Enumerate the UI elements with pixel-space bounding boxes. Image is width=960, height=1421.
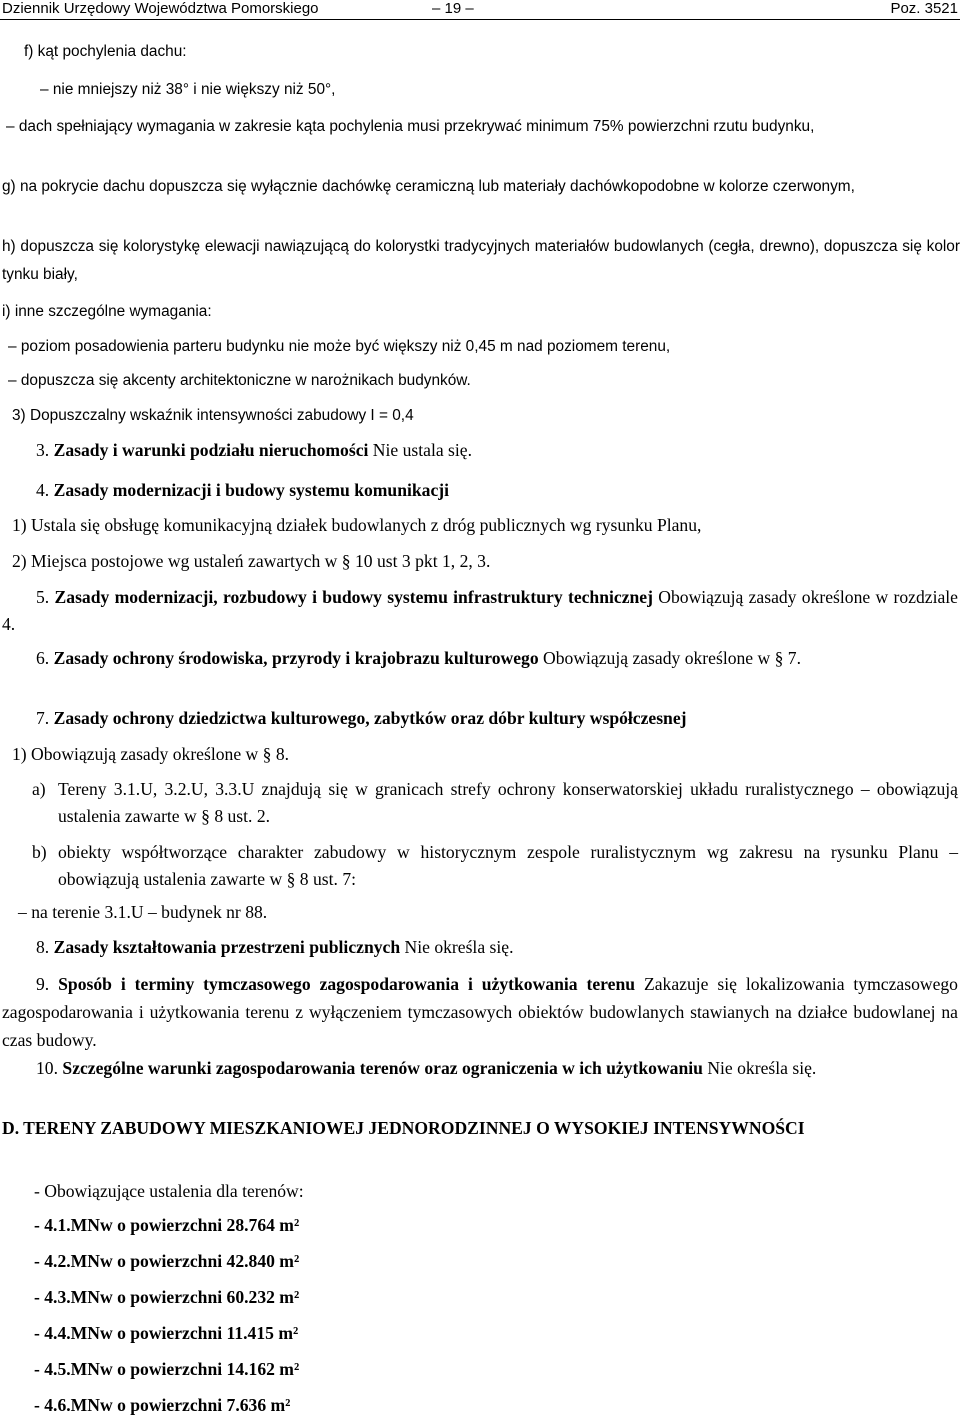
header-rule bbox=[0, 19, 960, 20]
paragraph-i-item-2: – dopuszcza się akcenty architektoniczne w narożnikach budynków. bbox=[8, 372, 471, 389]
section-5-text: Obowiązują zasady określone w rozdziale 4. bbox=[2, 587, 958, 634]
area-item: - 4.6.MNw o powierzchni 7.636 m² bbox=[34, 1395, 291, 1415]
section-3 bbox=[36, 437, 472, 464]
section-7-number: 7. bbox=[36, 708, 50, 728]
area-item: - 4.1.MNw o powierzchni 28.764 m² bbox=[34, 1215, 300, 1235]
section-6 bbox=[2, 645, 958, 672]
section-10-text: Nie określa się. bbox=[702, 1058, 817, 1078]
paragraph-f-item-1: – nie mniejszy niż 38° i nie większy niż 50°, bbox=[40, 81, 336, 98]
section-7-a: Tereny 3.1.U, 3.2.U, 3.3.U znajdują się w granicach strefy ochrony konserwatorskiej układu ruralistycznego – obowiązują ustalenia zawarte w § 8 ust. 2. bbox=[58, 779, 958, 826]
paragraph-i-item-1: – poziom posadowienia parteru budynku nie może być większy niż 0,45 m nad poziomem terenu, bbox=[8, 338, 671, 355]
section-9 bbox=[2, 970, 958, 1054]
paragraph-g: g) na pokrycie dachu dopuszcza się wyłącznie dachówkę ceramiczną lub materiały dachówkopodobne w kolorze czerwonym, bbox=[2, 178, 855, 195]
section-3-title: Zasady i warunki podziału nieruchomości bbox=[53, 440, 369, 460]
section-10 bbox=[2, 1054, 958, 1082]
journal-title: Dziennik Urzędowy Województwa Pomorskiego bbox=[2, 0, 319, 17]
paragraph-f: f) kąt pochylenia dachu: bbox=[24, 43, 187, 60]
section-8 bbox=[36, 934, 513, 961]
section-7 bbox=[36, 705, 687, 732]
section-3-text: Nie ustala się. bbox=[368, 440, 472, 460]
area-item: - 4.3.MNw o powierzchni 60.232 m² bbox=[34, 1287, 300, 1307]
section-6-number: 6. bbox=[36, 648, 50, 668]
section-6-title: Zasady ochrony środowiska, przyrody i krajobrazu kulturowego bbox=[53, 648, 539, 668]
section-5 bbox=[2, 584, 958, 638]
section-4-number: 4. bbox=[36, 480, 50, 500]
section-4-item-1: 1) Ustala się obsługę komunikacyjną działek budowlanych z dróg publicznych wg rysunku Planu, bbox=[12, 515, 702, 535]
area-item: - 4.4.MNw o powierzchni 11.415 m² bbox=[34, 1323, 299, 1343]
position-number: Poz. 3521 bbox=[890, 0, 958, 17]
section-3-number: 3. bbox=[36, 440, 50, 460]
section-4-title: Zasady modernizacji i budowy systemu komunikacji bbox=[53, 480, 450, 500]
section-7-item-1: 1) Obowiązują zasady określone w § 8. bbox=[12, 744, 290, 764]
section-4-item-2: 2) Miejsca postojowe wg ustaleń zawartych w § 10 ust 3 pkt 1, 2, 3. bbox=[12, 551, 491, 571]
page-number: – 19 – bbox=[432, 0, 474, 17]
section-8-text: Nie określa się. bbox=[400, 937, 514, 957]
chapter-d-intro: - Obowiązujące ustalenia dla terenów: bbox=[34, 1181, 304, 1201]
paragraph-intensity-index: 3) Dopuszczalny wskaźnik intensywności zabudowy I = 0,4 bbox=[12, 407, 414, 424]
section-9-title: Sposób i terminy tymczasowego zagospodarowania i użytkowania terenu bbox=[58, 974, 636, 994]
section-5-number: 5. bbox=[36, 587, 50, 607]
paragraph-h: h) dopuszcza się kolorystykę elewacji nawiązującą do kolorystki tradycyjnych materiałów budowlanych (cegła, drewno), dopuszcza się kolor tynku biały, bbox=[2, 238, 960, 283]
section-5-title: Zasady modernizacji, rozbudowy i budowy systemu infrastruktury technicznej bbox=[54, 587, 653, 607]
section-4 bbox=[36, 477, 449, 504]
section-9-number: 9. bbox=[36, 974, 50, 994]
section-10-number: 10. bbox=[36, 1058, 58, 1078]
section-9-text: Zakazuje się lokalizowania tymczasowego zagospodarowania i użytkowania terenu z wyłączeniem tymczasowych obiektów budowlanych stawianych na działce budowlanej na czas budowy. bbox=[2, 974, 958, 1050]
paragraph-i: i) inne szczególne wymagania: bbox=[2, 303, 212, 320]
section-7-b: obiekty współtworzące charakter zabudowy w historycznym zespole ruralistycznym wg zakresu na rysunku Planu – obowiązują ustalenia zawarte w § 8 ust. 7: bbox=[58, 842, 958, 889]
section-10-title: Szczególne warunki zagospodarowania terenów oraz ograniczenia w ich użytkowaniu bbox=[62, 1058, 703, 1078]
section-7-b-item: – na terenie 3.1.U – budynek nr 88. bbox=[18, 902, 268, 922]
area-item: - 4.2.MNw o powierzchni 42.840 m² bbox=[34, 1251, 300, 1271]
chapter-d-title: D. TERENY ZABUDOWY MIESZKANIOWEJ JEDNORODZINNEJ O WYSOKIEJ INTENSYWNOŚCI bbox=[2, 1118, 805, 1138]
section-7-b-label: b) bbox=[32, 842, 47, 862]
section-7-a-label: a) bbox=[32, 779, 46, 799]
paragraph-f-item-2: – dach spełniający wymagania w zakresie kąta pochylenia musi przekrywać minimum 75% powierzchni rzutu budynku, bbox=[6, 118, 815, 135]
section-6-text: Obowiązują zasady określone w § 7. bbox=[538, 648, 802, 668]
page-header bbox=[0, 0, 960, 20]
area-item: - 4.5.MNw o powierzchni 14.162 m² bbox=[34, 1359, 300, 1379]
section-8-number: 8. bbox=[36, 937, 50, 957]
section-8-title: Zasady kształtowania przestrzeni publicznych bbox=[53, 937, 401, 957]
section-7-title: Zasady ochrony dziedzictwa kulturowego, zabytków oraz dóbr kultury współczesnej bbox=[53, 708, 687, 728]
